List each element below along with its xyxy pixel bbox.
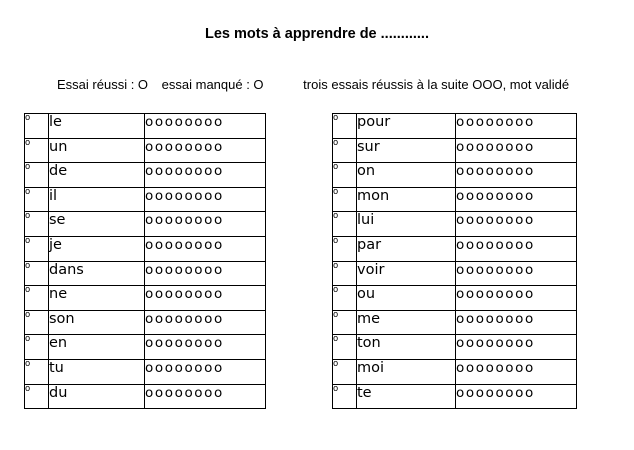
legend-validated: trois essais réussis à la suite OOO, mot validé [303,77,570,92]
legend-success: Essai réussi : O [57,77,149,92]
tries-cell[interactable]: oooooooo [456,286,577,311]
word-cell: sur [357,138,456,163]
tries-cell[interactable]: oooooooo [456,212,577,237]
check-box[interactable]: o [333,310,357,335]
word-cell: un [49,138,145,163]
table-row [333,187,577,212]
word-cell: on [357,163,456,188]
tries-cell[interactable]: oooooooo [145,261,266,286]
table-row [333,310,577,335]
table-row [25,359,266,384]
table-row [25,236,266,261]
table-row [25,163,266,188]
word-cell: il [49,187,145,212]
word-cell: de [49,163,145,188]
tries-cell[interactable]: oooooooo [456,187,577,212]
word-cell: ton [357,335,456,360]
word-cell: voir [357,261,456,286]
word-cell: ou [357,286,456,311]
table-row [25,187,266,212]
check-box[interactable]: o [333,187,357,212]
word-cell: son [49,310,145,335]
check-box[interactable]: o [333,384,357,409]
word-cell: je [49,236,145,261]
word-cell: moi [357,359,456,384]
table-row [25,261,266,286]
table-row [25,286,266,311]
tries-cell[interactable]: oooooooo [456,384,577,409]
tries-cell[interactable]: oooooooo [456,114,577,139]
word-cell: par [357,236,456,261]
tries-cell[interactable]: oooooooo [456,335,577,360]
table-row [333,359,577,384]
word-cell: tu [49,359,145,384]
check-box[interactable]: o [333,286,357,311]
table-row [333,163,577,188]
check-box[interactable]: o [25,138,49,163]
tries-cell[interactable]: oooooooo [456,359,577,384]
tries-cell[interactable]: oooooooo [145,163,266,188]
tries-cell[interactable]: oooooooo [456,310,577,335]
check-box[interactable]: o [25,187,49,212]
table-row [25,384,266,409]
tries-cell[interactable]: oooooooo [456,236,577,261]
check-box[interactable]: o [333,236,357,261]
check-box[interactable]: o [25,359,49,384]
legend [57,77,569,92]
word-cell: me [357,310,456,335]
table-row [333,114,577,139]
tries-cell[interactable]: oooooooo [456,163,577,188]
table-row [333,286,577,311]
check-box[interactable]: o [333,359,357,384]
check-box[interactable]: o [333,212,357,237]
word-cell: le [49,114,145,139]
word-cell: mon [357,187,456,212]
check-box[interactable]: o [333,261,357,286]
check-box[interactable]: o [25,286,49,311]
word-cell: en [49,335,145,360]
page-title: Les mots à apprendre de ............ [204,26,429,42]
word-cell: pour [357,114,456,139]
check-box[interactable]: o [25,236,49,261]
check-box[interactable]: o [25,163,49,188]
check-box[interactable]: o [25,310,49,335]
table-row [333,261,577,286]
check-box[interactable]: o [25,384,49,409]
tries-cell[interactable]: oooooooo [145,187,266,212]
check-box[interactable]: o [25,261,49,286]
table-row [25,212,266,237]
check-box[interactable]: o [25,212,49,237]
tries-cell[interactable]: oooooooo [145,310,266,335]
tries-cell[interactable]: oooooooo [145,335,266,360]
check-box[interactable]: o [333,163,357,188]
word-cell: se [49,212,145,237]
table-row [25,335,266,360]
tries-cell[interactable]: oooooooo [145,384,266,409]
word-cell: du [49,384,145,409]
table-row [333,236,577,261]
word-cell: ne [49,286,145,311]
tries-cell[interactable]: oooooooo [145,138,266,163]
tries-cell[interactable]: oooooooo [145,359,266,384]
tries-cell[interactable]: oooooooo [145,114,266,139]
word-cell: te [357,384,456,409]
tries-cell[interactable]: oooooooo [145,236,266,261]
table-row [25,310,266,335]
tries-cell[interactable]: oooooooo [145,286,266,311]
table-row [25,138,266,163]
tries-cell[interactable]: oooooooo [145,212,266,237]
check-box[interactable]: o [333,114,357,139]
tries-cell[interactable]: oooooooo [456,261,577,286]
table-row [333,335,577,360]
table-row [333,384,577,409]
word-table-left [24,113,266,409]
tries-cell[interactable]: oooooooo [456,138,577,163]
table-row [333,138,577,163]
check-box[interactable]: o [333,335,357,360]
word-cell: lui [357,212,456,237]
table-row [25,114,266,139]
check-box[interactable]: o [25,114,49,139]
table-row [333,212,577,237]
word-table-right [332,113,577,409]
legend-fail: essai manqué : O [161,77,264,92]
check-box[interactable]: o [25,335,49,360]
check-box[interactable]: o [333,138,357,163]
word-cell: dans [49,261,145,286]
